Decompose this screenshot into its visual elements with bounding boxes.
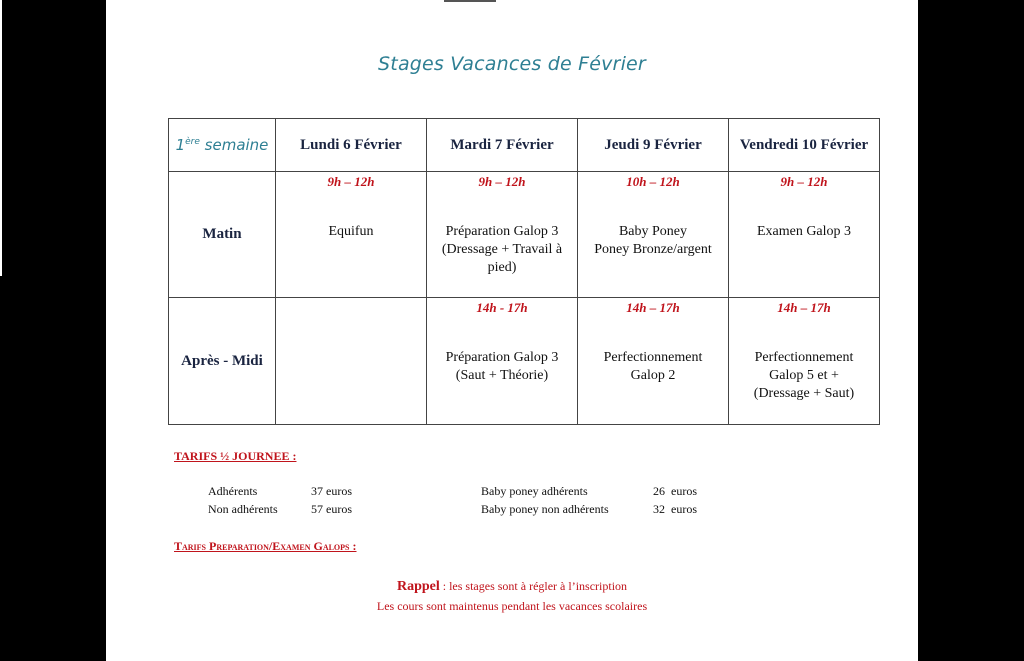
session-activity: Perfectionnement Galop 2 — [603, 350, 703, 383]
schedule-table — [168, 118, 880, 425]
rappel-note — [106, 579, 918, 595]
schedule-cell — [578, 298, 729, 425]
tarifs-galops-heading: Tarifs Preparation/Examen Galops : — [174, 539, 357, 553]
price-value: 37 euros — [311, 484, 352, 498]
session-time: 14h – 17h — [626, 300, 680, 315]
session-time: 9h – 12h — [780, 174, 828, 189]
session-time: 9h – 12h — [478, 174, 526, 189]
session-activity: Préparation Galop 3 (Dressage + Travail à pied) — [441, 224, 563, 275]
table-row-apres-midi — [169, 298, 880, 425]
top-edge-mark — [444, 0, 496, 2]
schedule-cell — [578, 172, 729, 298]
session-time: 14h – 17h — [777, 300, 831, 315]
schedule-cell — [729, 298, 880, 425]
session-activity: Examen Galop 3 — [756, 224, 852, 239]
day-header-thursday: Jeudi 9 Février — [578, 119, 729, 172]
session-activity: Equifun — [328, 224, 374, 239]
week-label: 1ère semaine — [169, 119, 276, 172]
price-value: 57 euros — [311, 502, 352, 516]
price-label: Non adhérents — [208, 502, 278, 516]
day-header-tuesday: Mardi 7 Février — [427, 119, 578, 172]
price-value: 26 euros — [653, 484, 697, 498]
cours-note: Les cours sont maintenus pendant les vacances scolaires — [376, 599, 648, 613]
day-header-friday: Vendredi 10 Février — [729, 119, 880, 172]
row-label-apres-midi: Après - Midi — [169, 298, 276, 425]
rappel-text: : les stages sont à régler à l’inscription — [439, 579, 628, 593]
price-label: Baby poney non adhérents — [481, 502, 609, 516]
tarifs-demi-journee-heading: TARIFS ½ JOURNEE : — [174, 449, 297, 463]
schedule-cell — [729, 172, 880, 298]
price-label: Baby poney adhérents — [481, 484, 588, 498]
session-activity: Baby Poney Poney Bronze/argent — [594, 224, 712, 257]
session-time: 10h – 12h — [626, 174, 680, 189]
schedule-cell — [427, 298, 578, 425]
row-label-matin: Matin — [169, 172, 276, 298]
session-time: 9h – 12h — [327, 174, 375, 189]
page-title: Stages Vacances de Février — [378, 53, 646, 75]
day-header-monday: Lundi 6 Février — [276, 119, 427, 172]
price-value: 32 euros — [653, 502, 697, 516]
table-header-row — [169, 119, 880, 172]
session-activity: Perfectionnement Galop 5 et + (Dressage + Saut) — [753, 350, 855, 401]
schedule-cell — [276, 298, 427, 425]
session-time: 14h - 17h — [476, 300, 528, 315]
table-row-matin — [169, 172, 880, 298]
rappel-bold: Rappel — [396, 579, 440, 594]
schedule-cell — [427, 172, 578, 298]
price-label: Adhérents — [208, 484, 258, 498]
schedule-cell — [276, 172, 427, 298]
left-edge-strip — [0, 0, 2, 276]
session-activity: Préparation Galop 3 (Saut + Théorie) — [445, 350, 559, 383]
